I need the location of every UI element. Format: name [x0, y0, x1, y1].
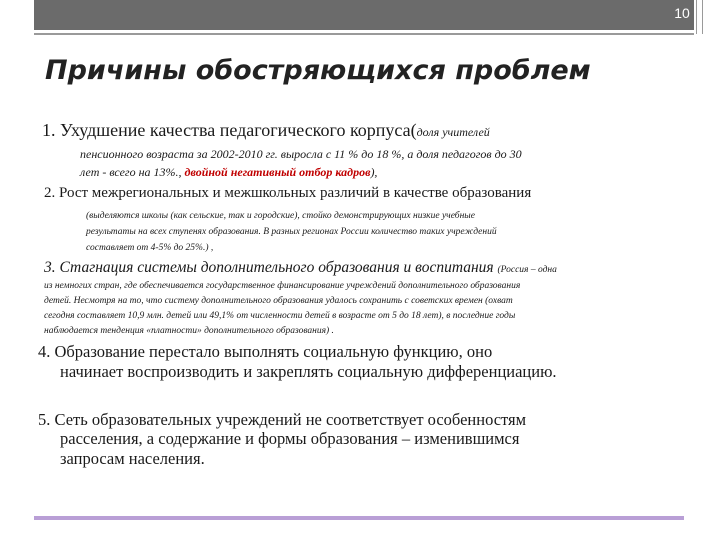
item5-line3: запросам населения.: [60, 449, 205, 468]
item3-note-line3: сегодня составляет 10,9 млн. детей или 49,1% от численности детей в возрасте от 5 до 18 лет), в последние годы: [44, 311, 516, 321]
slide-number: 10: [674, 5, 690, 21]
item1-note-start: доля учителей: [416, 125, 490, 139]
item3-note-line4: наблюдается тенденция «платности» дополнительного образования) .: [44, 326, 334, 336]
slide-title: Причины обостряющихся проблем: [45, 55, 591, 86]
item5-line1: 5. Сеть образовательных учреждений не соответствует особенностям: [38, 410, 527, 429]
header-bar: [34, 0, 694, 30]
item1-line3: [80, 165, 377, 180]
item1-line3-b: ),: [370, 165, 378, 179]
item3-note-start: (Россия – одна: [497, 265, 557, 275]
header-underline: [34, 33, 694, 35]
item5-line2: расселения, а содержание и формы образования – изменившимся: [60, 429, 520, 448]
item4-line1: 4. Образование перестало выполнять социальную функцию, оно: [38, 342, 493, 361]
item3-note-line1: из немногих стран, где обеспечивается государственное финансирование учреждений дополнительного образования: [44, 281, 521, 291]
item1-main: 1. Ухудшение качества педагогического корпуса(: [42, 120, 417, 140]
item2-note-line1: (выделяются школы (как сельские, так и городские), стойко демонстрирующих низкие учебные: [86, 211, 475, 221]
footer-bar: [34, 516, 684, 520]
item3-main: 3. Стагнация системы дополнительного образования и воспитания: [44, 259, 498, 276]
item1-line2: пенсионного возраста за 2002-2010 гг. выросла с 11 % до 18 %, а доля педагогов до 30: [80, 147, 522, 161]
item4-line2: начинает воспроизводить и закреплять социальную дифференциацию.: [60, 362, 557, 381]
item1-line3-a: лет - всего на 13%.,: [80, 165, 185, 179]
item2-heading: 2. Рост межрегиональных и межшкольных различий в качестве образования: [44, 185, 532, 201]
item1-heading: [42, 120, 490, 141]
item3-note-line2: детей. Несмотря на то, что систему дополнительного образования удалось сохранить с советских времен (охват: [44, 296, 513, 306]
header-divider-right: [702, 0, 703, 34]
item2-note-line3: составляет от 4-5% до 25%.) ,: [86, 243, 214, 253]
item3-heading: [44, 259, 557, 277]
item2-note-line2: результаты на всех ступенях образования. В разных регионах России количество таких учреждений: [86, 227, 497, 237]
item1-highlight: двойной негативный отбор кадров: [184, 165, 371, 179]
